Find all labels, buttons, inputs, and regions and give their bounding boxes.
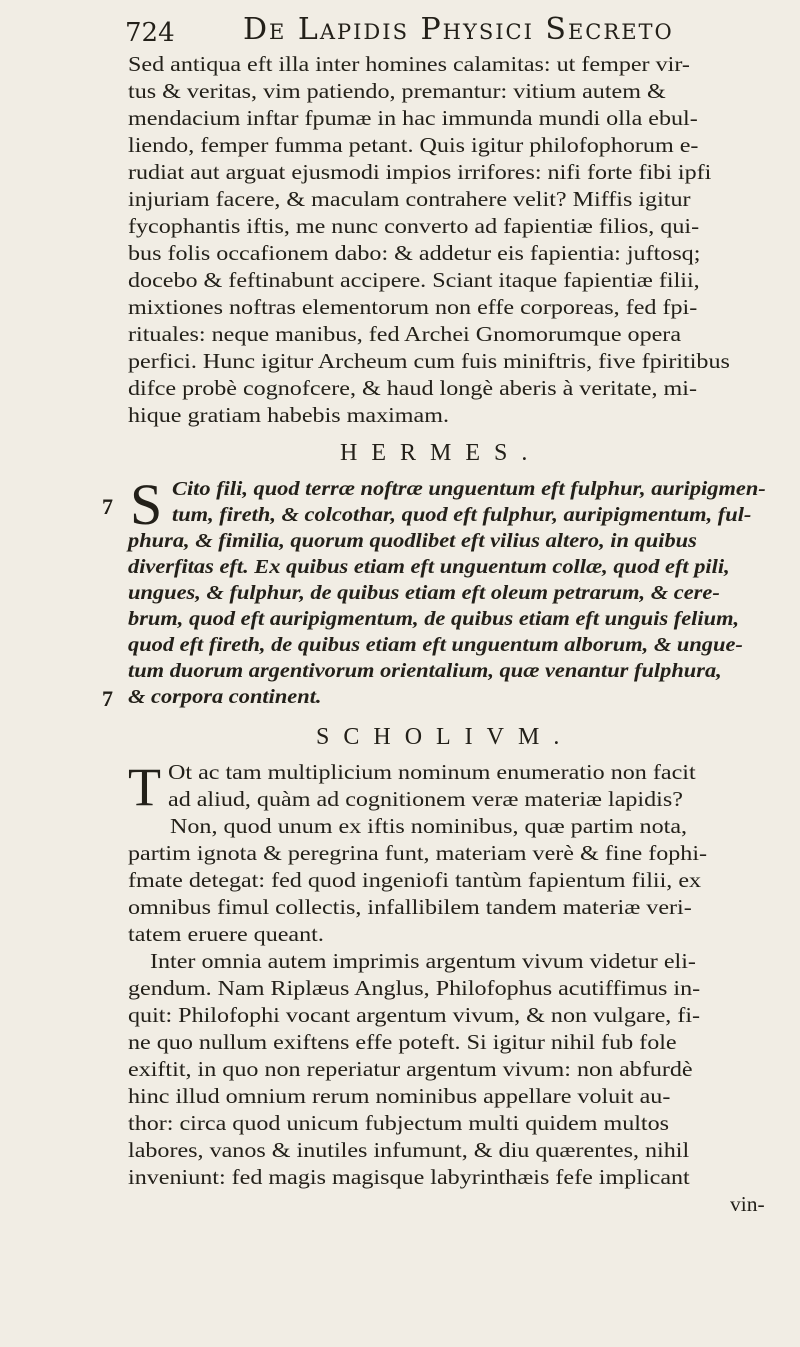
text-line: Non, quod unum ex iftis nominibus, quæ partim nota, — [170, 814, 688, 838]
text-line: partim ignota & peregrina funt, materiam verè & fine fophi- — [128, 841, 708, 865]
margin-marker: 7 — [102, 686, 113, 711]
running-title: De Lapidis Physici Secreto — [243, 12, 674, 47]
text-line: liendo, femper fumma petant. Quis igitur philofophorum e- — [128, 133, 699, 157]
text-line: ad aliud, quàm ad cognitionem veræ materiæ lapidis? — [168, 787, 683, 811]
text-line: Ot ac tam multiplicium nominum enumeratio non facit — [168, 760, 696, 784]
text-line: & corpora continent. — [128, 686, 322, 708]
text-line: tatem eruere queant. — [128, 922, 324, 946]
text-line: Inter omnia autem imprimis argentum vivum videtur eli- — [150, 949, 696, 973]
text-line: brum, quod eft auripigmentum, de quibus etiam eft unguis felium, — [128, 608, 740, 630]
hermes-heading: HERMES. — [340, 440, 542, 466]
text-line: inveniunt: fed magis magisque labyrinthæis fefe implicant — [128, 1165, 690, 1189]
text-line: injuriam facere, & maculam contrahere velit? Miffis igitur — [128, 187, 691, 211]
text-line: fycophantis iftis, me nunc converto ad fapientiæ filios, qui- — [128, 214, 700, 238]
text-line: phura, & fimilia, quorum quodlibet eft vilius altero, in quibus — [128, 530, 697, 552]
text-line: Sed antiqua eft illa inter homines calamitas: ut femper vir- — [128, 52, 690, 76]
drop-cap: T — [128, 757, 161, 817]
text-line: tum, fireth, & colcothar, quod eft fulphur, auripigmentum, ful- — [172, 504, 752, 526]
text-line: mendacium inftar fpumæ in hac immunda mundi olla ebul- — [128, 106, 698, 130]
margin-marker: 7 — [102, 494, 113, 519]
page-number: 724 — [125, 18, 175, 48]
text-line: diverfitas eft. Ex quibus etiam eft unguentum collæ, quod eft pili, — [128, 556, 730, 578]
text-line: mixtiones noftras elementorum non effe corporeas, fed fpi- — [128, 295, 698, 319]
text-line: tum duorum argentivorum orientalium, quæ venantur fulphura, — [128, 660, 722, 682]
text-line: ungues, & fulphur, de quibus etiam eft oleum petrarum, & cere- — [128, 582, 720, 604]
text-line: hique gratiam habebis maximam. — [128, 403, 449, 427]
text-line: thor: circa quod unicum fubjectum multi quidem multos — [128, 1111, 670, 1135]
text-line: quod eft fireth, de quibus etiam eft unguentum alborum, & ungue- — [128, 634, 743, 656]
text-line: labores, vanos & inutiles infumunt, & diu quærentes, nihil — [128, 1138, 690, 1162]
drop-cap: S — [130, 472, 163, 537]
scholium-heading: SCHOLIVM. — [316, 724, 574, 750]
text-line: ne quo nullum exiftens effe poteft. Si igitur nihil fub fole — [128, 1030, 677, 1054]
text-line: tus & veritas, vim patiendo, premantur: vitium autem & — [128, 79, 666, 103]
text-line: gendum. Nam Riplæus Anglus, Philofophus acutiffimus in- — [128, 976, 701, 1000]
text-line: hinc illud omnium rerum nominibus appellare voluit au- — [128, 1084, 671, 1108]
text-line: omnibus fimul collectis, infallibilem tandem materiæ veri- — [128, 895, 692, 919]
text-line: difce probè cognofcere, & haud longè aberis à veritate, mi- — [128, 376, 697, 400]
catchword: vin- — [730, 1192, 765, 1216]
page-header — [0, 8, 800, 52]
text-line: fmate detegat: fed quod ingeniofi tantùm fapientum filii, ex — [128, 868, 702, 892]
text-line: perfici. Hunc igitur Archeum cum fuis miniftris, five fpiritibus — [128, 349, 730, 373]
text-line: rudiat aut arguat ejusmodi impios irrifores: nifi forte fibi ipfi — [128, 160, 712, 184]
text-line: quit: Philofophi vocant argentum vivum, & non vulgare, fi- — [128, 1003, 701, 1027]
text-line: bus folis occafionem dabo: & addetur eis fapientia: juftosq; — [128, 241, 701, 265]
text-line: Cito fili, quod terræ noftræ unguentum eft fulphur, auripigmen- — [172, 478, 766, 500]
text-line: rituales: neque manibus, fed Archei Gnomorumque opera — [128, 322, 682, 346]
text-line: exiftit, in quo non reperiatur argentum vivum: non abfurdè — [128, 1057, 693, 1081]
text-line: docebo & feftinabunt accipere. Sciant itaque fapientiæ filii, — [128, 268, 700, 292]
